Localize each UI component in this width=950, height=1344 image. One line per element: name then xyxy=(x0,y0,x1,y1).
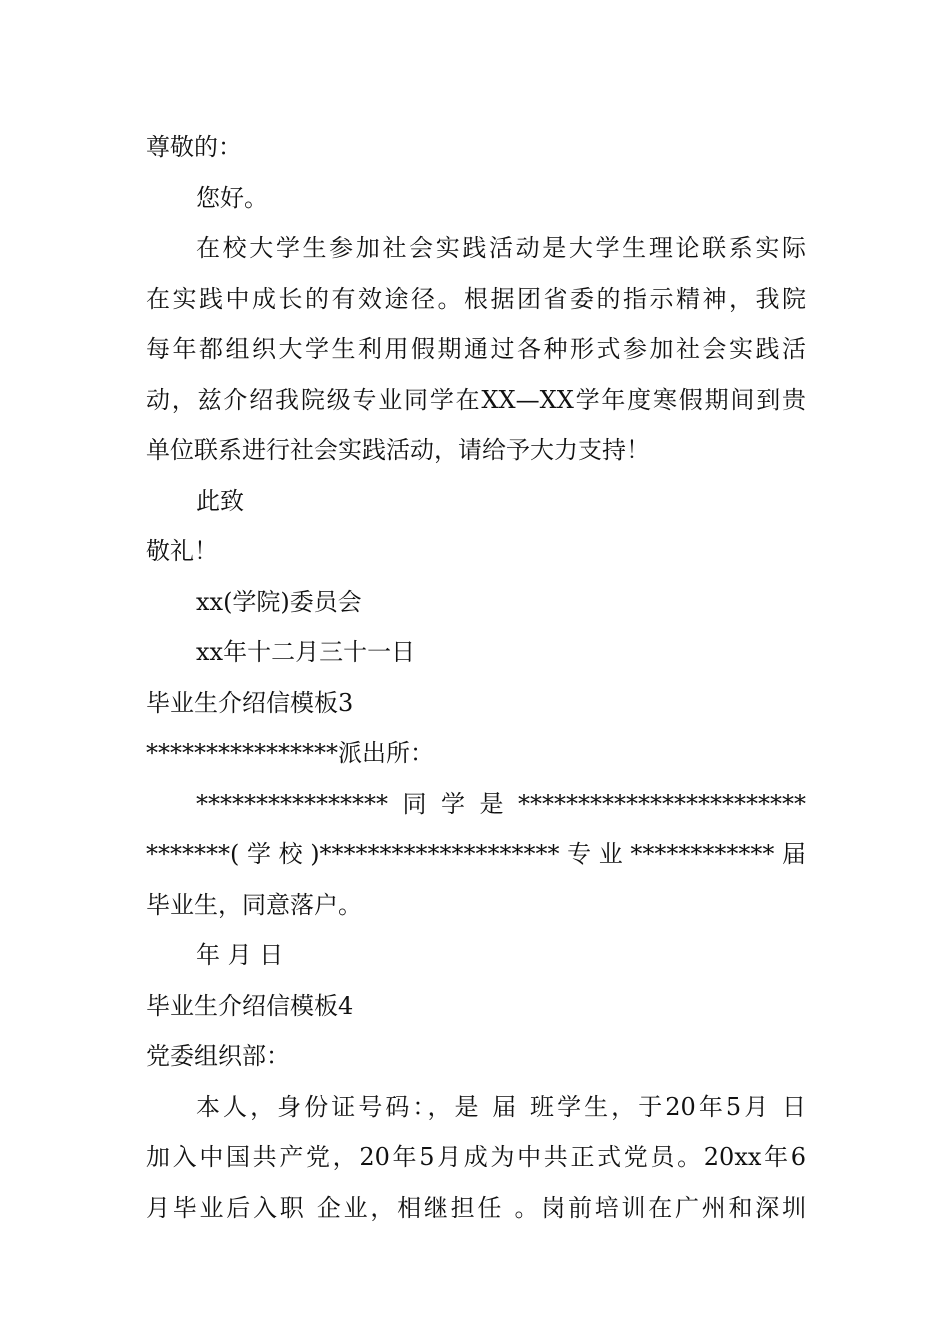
greeting: 您好。 xyxy=(196,183,268,212)
salutation: 尊敬的： xyxy=(146,133,242,161)
body-line: ****************同学是************************ xyxy=(196,789,806,818)
body-line: *******(学校)********************专业************届 xyxy=(146,840,806,868)
document-body xyxy=(146,122,806,1233)
body-line: 在校大学生参加社会实践活动是大学生理论联系实际 xyxy=(196,234,806,262)
date: xx年十二月三十一日 xyxy=(196,638,416,666)
body-line: 动，兹介绍我院级专业同学在XX—XX学年度寒假期间到贵 xyxy=(146,385,806,414)
recipient: ****************派出所： xyxy=(146,739,434,767)
section-title: 毕业生介绍信模板4 xyxy=(146,991,354,1020)
closing: 此致 xyxy=(196,486,244,515)
body-line: 在实践中成长的有效途径。根据团省委的指示精神，我院 xyxy=(146,284,806,313)
signature: xx(学院)委员会 xyxy=(196,587,362,616)
regards: 敬礼！ xyxy=(146,537,218,565)
body-line: 每年都组织大学生利用假期通过各种形式参加社会实践活 xyxy=(146,335,806,363)
body-line: 加入中国共产党，20年5月成为中共正式党员。20xx年6 xyxy=(146,1143,806,1171)
body-line: 毕业生，同意落户。 xyxy=(146,890,362,919)
body-line: 本人，身份证号码：，是 届 班学生，于20年5月 日 xyxy=(196,1092,806,1121)
body-line: 月毕业后入职 企业，相继担任 。岗前培训在广州和深圳 xyxy=(146,1193,806,1222)
date: 年 月 日 xyxy=(196,941,284,969)
recipient: 党委组织部： xyxy=(146,1042,290,1070)
section-title: 毕业生介绍信模板3 xyxy=(146,688,354,717)
body-line: 单位联系进行社会实践活动，请给予大力支持！ xyxy=(146,436,650,464)
